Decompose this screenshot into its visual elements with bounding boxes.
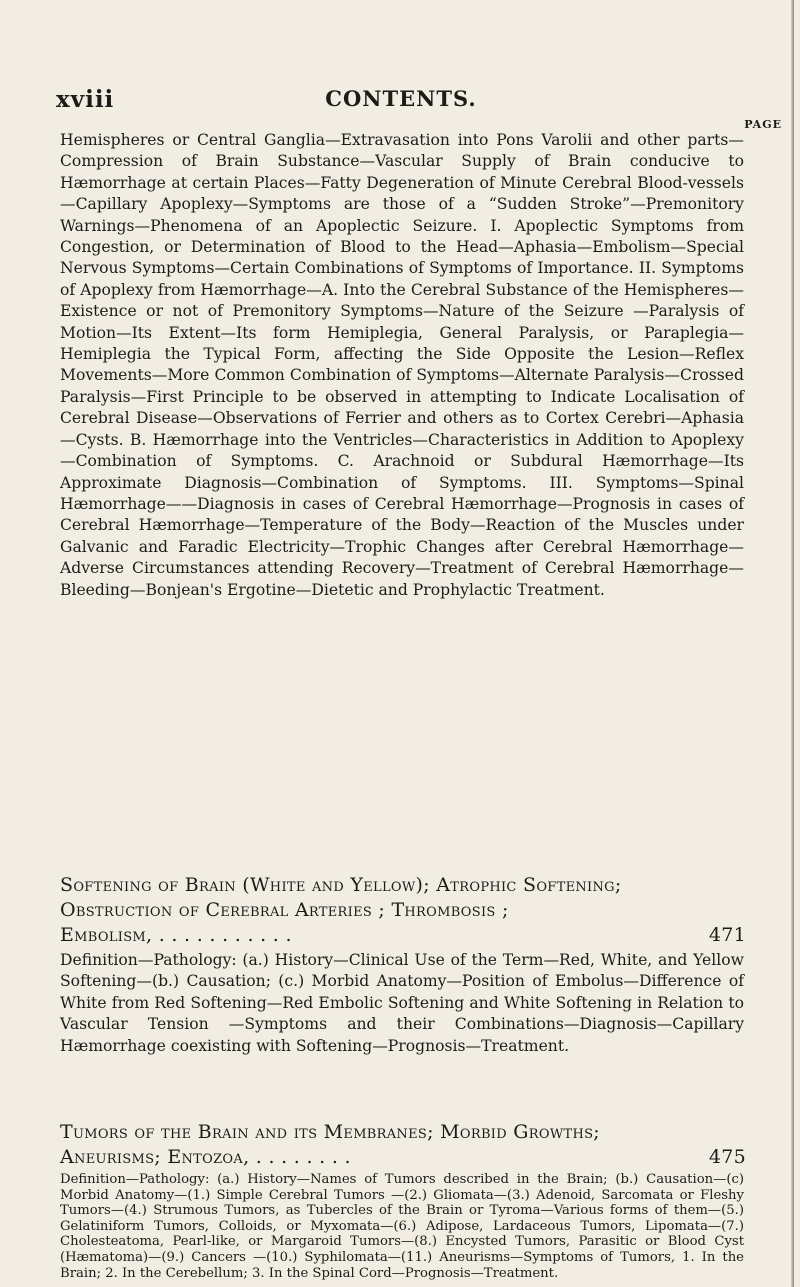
intro-paragraph: Hemispheres or Central Ganglia—Extravasation into Pons Varolii and other parts—Compression of Brain Substance—Vascular Supply of Brain conducive to Hæmorrhage at certain Places—Fatty Degeneration of Minute Cerebral Blood-vessels—Capillary Apoplexy—Symptoms are those of a “Sudden Stroke”—Premonitory Warnings—Phenomena of an Apoplectic Seizure. I. Apoplectic Symptoms from Congestion, or Determination of Blood to the Head—Aphasia—Embolism—Special Nervous Symptoms—Certain Combinations of Symptoms of Importance. II. Symptoms of Apoplexy from Hæmorrhage—A. Into the Cerebral Substance of the Hemispheres—Existence or not of Premonitory Symptoms—Nature of the Seizure —Paralysis of Motion—Its Extent—Its form Hemiplegia, General Paralysis, or Paraplegia—Hemiplegia the Typical Form, affecting the Side Opposite the Lesion—Reflex Movements—More Common Combination of Symptoms—Alternate Paralysis—Crossed Paralysis—First Principle to be observed in attempting to Indicate Localisation of Cerebral Disease—Observations of Ferrier and others as to Cortex Cerebri—Aphasia—Cysts. B. Hæmorrhage into the Ventricles—Characteristics in Addition to Apoplexy—Combination of Symptoms. C. Arachnoid or Subdural Hæmorrhage—Its Approximate Diagnosis—Combination of Symptoms. III. Symptoms—Spinal Hæmorrhage——Diagnosis in cases of Cerebral Hæmorrhage—Prognosis in cases of Cerebral Hæmorrhage—Temperature of the Body—Reaction of the Muscles under Galvanic and Faradic Electricity—Trophic Changes after Cerebral Hæmorrhage—Adverse Circumstances attending Recovery—Treatment of Cerebral Hæmorrhage—Bleeding—Bonjean's Ergotine—Dietetic and Prophylactic Treatment. <box>60 131 744 599</box>
heading-line-with-page <box>60 1145 746 1170</box>
page-edge-shadow <box>791 0 794 1287</box>
running-head <box>56 86 746 114</box>
heading-line: Obstruction of Cerebral Arteries ; Thrombosis ; <box>60 899 509 921</box>
heading-line: Softening of Brain (White and Yellow); Atrophic Softening; <box>60 874 622 896</box>
heading-line: Tumors of the Brain and its Membranes; Morbid Growths; <box>60 1121 600 1143</box>
heading-line-with-page <box>60 923 746 948</box>
section-body-tumors: Definition—Pathology: (a.) History—Names of Tumors described in the Brain; (b.) Causation—(c) Morbid Anatomy—(1.) Simple Cerebral Tumors —(2.) Gliomata—(3.) Adenoid, Sarcomata or Fleshy Tumors—(4.) Strumous Tumors, as Tubercles of the Brain or Tyroma—Various forms of them—(5.) Gelatiniform Tumors, Colloids, or Myxomata—(6.) Adipose, Lardaceous Tumors, Lipomata—(7.) Cholesteatoma, Pearl-like, or Margaroid Tumors—(8.) Encysted Tumors, Parasitic or Blood Cyst (Hæmatoma)—(9.) Cancers —(10.) Syphilomata—(11.) Aneurisms—Symptoms of Tumors, 1. In the Brain; 2. In the Cerebellum; 3. In the Spinal Cord—Prognosis—Treatment. <box>60 1172 744 1281</box>
section-body-softening: Definition—Pathology: (a.) History—Clinical Use of the Term—Red, White, and Yellow Softening—(b.) Causation; (c.) Morbid Anatomy—Position of Embolus—Difference of White from Red Softening—Red Embolic Softening and White Softening in Relation to Vascular Tension —Symptoms and their Combinations—Diagnosis—Capillary Hæmorrhage coexisting with Softening—Prognosis—Treatment. <box>60 951 744 1055</box>
section-heading-softening <box>60 873 746 948</box>
page-title: CONTENTS. <box>325 86 477 111</box>
page-column-label: PAGE <box>744 118 782 131</box>
section-heading-tumors <box>60 1120 746 1170</box>
heading-line: Aneurisms; Entozoa, . . . . . . . . <box>60 1146 351 1168</box>
page-number: 475 <box>708 1146 746 1168</box>
page-number: 471 <box>708 924 746 946</box>
heading-line: Embolism, . . . . . . . . . . . <box>60 924 292 946</box>
page-folio: xviii <box>56 86 115 113</box>
